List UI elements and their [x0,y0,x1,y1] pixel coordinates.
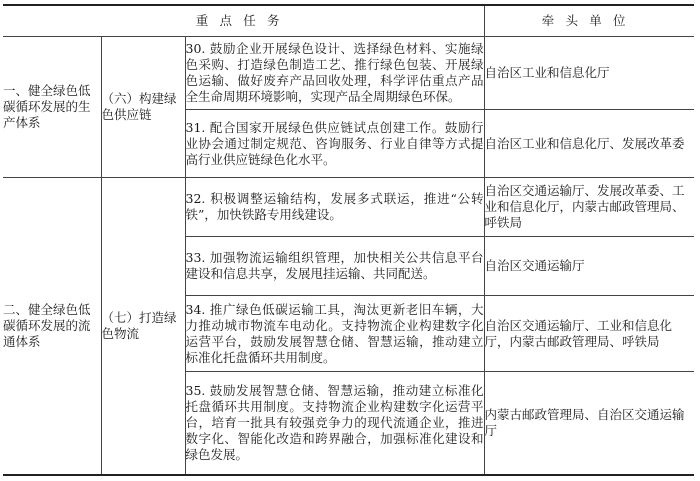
lead-column-header: 牵头单位 [484,5,694,37]
task-cell: 33. 加强物流运输组织管理，加快相关公共信息平台建设和信息共享，发展甩挂运输、共同配送。 [185,237,484,296]
task-cell: 34. 推广绿色低碳运输工具，淘汰更新老旧车辆，大力推动城市物流车电动化。支持物流企业构建数字化运营平台，鼓励发展智慧仓储、智慧运输，推动建立标准化托盘循环共用制度。 [185,296,484,372]
lead-cell: 内蒙古邮政管理局、自治区交通运输厅 [484,372,694,475]
table-row [3,37,694,110]
category-cell: 一、健全绿色低碳循环发展的生产体系 [3,37,101,178]
lead-cell: 自治区交通运输厅、工业和信息化厅，内蒙古邮政管理局、呼铁局 [484,296,694,372]
category-cell: 二、健全绿色低碳循环发展的流通体系 [3,178,101,475]
subcategory-cell: （六）构建绿色供应链 [101,37,185,178]
task-table [3,4,694,476]
table-row [3,178,694,237]
lead-cell: 自治区工业和信息化厅 [484,37,694,110]
subcategory-cell: （七）打造绿色物流 [101,178,185,475]
task-cell: 35. 鼓励发展智慧仓储、智慧运输，推动建立标准化托盘循环共用制度。支持物流企业构建数字化运营平台，培育一批具有较强竞争力的现代流通企业，推进数字化、智能化改造和跨界融合，加强标准化建设和绿色发展。 [185,372,484,475]
table-header-row [3,5,694,37]
lead-cell: 自治区交通运输厅、发展改革委、工业和信息化厅，内蒙古邮政管理局、呼铁局 [484,178,694,237]
task-cell: 31. 配合国家开展绿色供应链试点创建工作。鼓励行业协会通过制定规范、咨询服务、行业自律等方式提高行业供应链绿色化水平。 [185,110,484,178]
lead-cell: 自治区交通运输厅 [484,237,694,296]
lead-cell: 自治区工业和信息化厅、发展改革委 [484,110,694,178]
task-column-header: 重点任务 [3,5,484,37]
task-cell: 30. 鼓励企业开展绿色设计、选择绿色材料、实施绿色采购、打造绿色制造工艺、推行绿色包装、开展绿色运输、做好废弃产品回收处理，科学评估重点产品全生命周期环境影响，实现产品全周期绿色环保。 [185,37,484,110]
task-cell: 32. 积极调整运输结构，发展多式联运，推进“公转铁”，加快铁路专用线建设。 [185,178,484,237]
